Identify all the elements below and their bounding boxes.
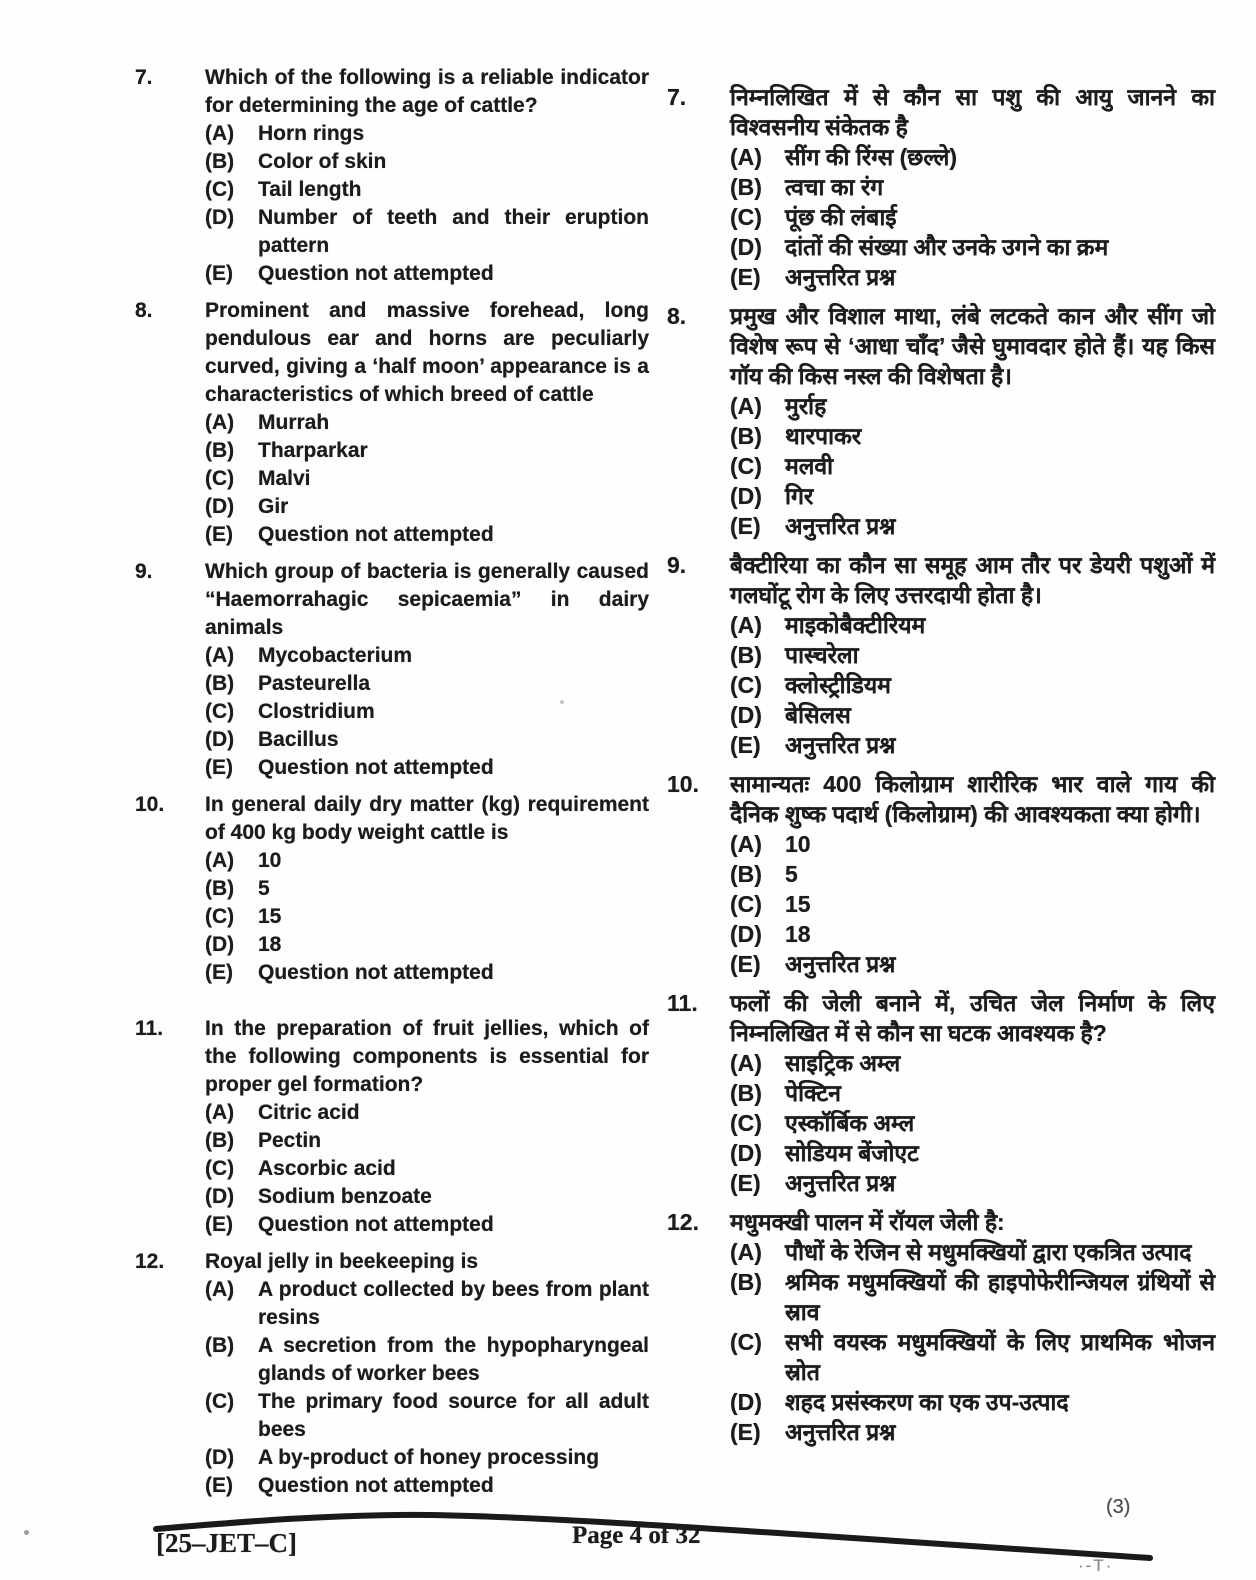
option-text: 5 bbox=[785, 861, 798, 887]
question bbox=[667, 82, 1215, 292]
option-letter: (A) bbox=[205, 849, 235, 872]
option-row bbox=[205, 1183, 649, 1211]
option-text: Sodium benzoate bbox=[258, 1185, 432, 1208]
option-letter: (E) bbox=[730, 951, 761, 977]
option-row bbox=[730, 1138, 1215, 1168]
option-text: थारपाकर bbox=[785, 423, 862, 449]
paper-code: [25–JET–C] bbox=[156, 1528, 297, 1558]
question-text: Which group of bacteria is generally caused “Haemorrahagic sepicaemia” in dairy animals bbox=[205, 560, 649, 639]
question-number: 8. bbox=[135, 299, 153, 322]
question-body bbox=[730, 301, 1215, 541]
options bbox=[205, 642, 649, 782]
question bbox=[135, 558, 649, 782]
option-row bbox=[730, 889, 1215, 919]
question-text: सामान्यतः 400 किलोग्राम शारीरिक भार वाले गाय की दैनिक शुष्क पदार्थ (किलोग्राम) की आवश्यकता क्या होगी। bbox=[730, 771, 1215, 827]
option-text: Clostridium bbox=[258, 700, 375, 723]
question-text: फलों की जेली बनाने में, उचित जेल निर्माण के लिए निम्नलिखित में से कौन सा घटक आवश्यक है? bbox=[730, 990, 1215, 1046]
option-text: Pectin bbox=[258, 1129, 322, 1152]
question bbox=[135, 64, 649, 288]
option-row bbox=[730, 1417, 1215, 1447]
option-letter: (A) bbox=[730, 831, 762, 857]
question-body bbox=[205, 297, 649, 549]
option-letter: (D) bbox=[205, 933, 235, 956]
options bbox=[205, 847, 649, 987]
question-number: 8. bbox=[667, 303, 687, 329]
option-letter: (B) bbox=[730, 642, 762, 668]
question-number: 10. bbox=[667, 771, 699, 797]
option-letter: (B) bbox=[205, 1129, 235, 1152]
option-letter: (C) bbox=[730, 1110, 762, 1136]
question bbox=[667, 301, 1215, 541]
option-letter: (B) bbox=[205, 1334, 235, 1357]
option-row bbox=[205, 959, 649, 987]
option-row bbox=[730, 610, 1215, 640]
option-row bbox=[205, 754, 649, 782]
option-row bbox=[205, 1332, 649, 1388]
option-letter: (B) bbox=[730, 861, 762, 887]
option-letter: (B) bbox=[730, 174, 762, 200]
option-row bbox=[730, 142, 1215, 172]
option-text: A product collected by bees from plant resins bbox=[258, 1278, 649, 1329]
option-row bbox=[730, 172, 1215, 202]
option-row bbox=[205, 1388, 649, 1444]
option-row bbox=[205, 1155, 649, 1183]
corner-mark: (3) bbox=[1106, 1496, 1131, 1518]
option-row bbox=[205, 875, 649, 903]
question-number: 9. bbox=[135, 560, 153, 583]
option-text: Malvi bbox=[258, 467, 311, 490]
question-text: बैक्टीरिया का कौन सा समूह आम तौर पर डेयरी पशुओं में गलघोंटू रोग के लिए उत्तरदायी होता है। bbox=[730, 552, 1215, 608]
option-letter: (D) bbox=[205, 728, 235, 751]
option-letter: (D) bbox=[730, 483, 762, 509]
question-body bbox=[205, 1015, 649, 1239]
options bbox=[730, 1048, 1215, 1198]
question bbox=[135, 1015, 649, 1239]
option-letter: (E) bbox=[730, 1170, 761, 1196]
question-text: In general daily dry matter (kg) requirement of 400 kg body weight cattle is bbox=[205, 793, 649, 844]
scan-speck bbox=[24, 1530, 29, 1535]
option-row bbox=[730, 859, 1215, 889]
option-letter: (E) bbox=[205, 262, 233, 285]
option-text: 18 bbox=[258, 933, 282, 956]
option-text: Question not attempted bbox=[258, 1213, 494, 1236]
option-text: अनुत्तरित प्रश्न bbox=[785, 264, 896, 290]
option-text: अनुत्तरित प्रश्न bbox=[785, 1170, 896, 1196]
option-text: 10 bbox=[785, 831, 811, 857]
option-row bbox=[730, 1048, 1215, 1078]
question-number: 7. bbox=[667, 84, 687, 110]
option-row bbox=[205, 1276, 649, 1332]
options bbox=[205, 409, 649, 549]
option-letter: (C) bbox=[205, 1390, 235, 1413]
option-text: A by-product of honey processing bbox=[258, 1446, 600, 1469]
stray-scan-mark: ·-T· bbox=[1078, 1556, 1114, 1575]
option-text: श्रमिक मधुमक्खियों की हाइपोफेरीन्जियल ग्रंथियों से स्राव bbox=[785, 1269, 1215, 1325]
option-row bbox=[205, 931, 649, 959]
option-row bbox=[730, 391, 1215, 421]
question-body bbox=[730, 82, 1215, 292]
option-letter: (C) bbox=[205, 700, 235, 723]
option-row bbox=[730, 511, 1215, 541]
option-text: अनुत्तरित प्रश्न bbox=[785, 951, 896, 977]
option-text: बेसिलस bbox=[785, 702, 851, 728]
option-letter: (D) bbox=[730, 1140, 762, 1166]
option-letter: (B) bbox=[730, 423, 762, 449]
option-row bbox=[730, 421, 1215, 451]
question-body bbox=[205, 64, 649, 288]
options bbox=[730, 829, 1215, 979]
option-letter: (B) bbox=[205, 877, 235, 900]
page-number: Page 4 of 32 bbox=[572, 1522, 701, 1549]
option-letter: (C) bbox=[205, 905, 235, 928]
option-letter: (D) bbox=[205, 206, 235, 229]
option-letter: (C) bbox=[730, 672, 762, 698]
option-text: एस्कॉर्बिक अम्ल bbox=[785, 1110, 915, 1136]
question bbox=[135, 791, 649, 987]
option-row bbox=[205, 409, 649, 437]
option-row bbox=[730, 1168, 1215, 1198]
option-text: क्लोस्ट्रीडियम bbox=[785, 672, 891, 698]
option-text: Bacillus bbox=[258, 728, 339, 751]
option-text: पूंछ की लंबाई bbox=[785, 204, 897, 230]
option-text: Ascorbic acid bbox=[258, 1157, 396, 1180]
option-letter: (B) bbox=[205, 150, 235, 173]
options bbox=[730, 610, 1215, 760]
option-row bbox=[730, 1327, 1215, 1387]
option-letter: (C) bbox=[730, 891, 762, 917]
option-text: पास्चरेला bbox=[785, 642, 859, 668]
question bbox=[667, 988, 1215, 1198]
option-row bbox=[730, 700, 1215, 730]
option-text: Question not attempted bbox=[258, 523, 494, 546]
option-text: The primary food source for all adult bees bbox=[258, 1390, 649, 1441]
option-row bbox=[205, 847, 649, 875]
question bbox=[667, 550, 1215, 760]
option-row bbox=[730, 262, 1215, 292]
option-row bbox=[730, 1078, 1215, 1108]
option-letter: (E) bbox=[205, 1213, 233, 1236]
option-row bbox=[730, 202, 1215, 232]
option-row bbox=[730, 1387, 1215, 1417]
option-row bbox=[205, 176, 649, 204]
option-letter: (C) bbox=[205, 1157, 235, 1180]
hindi-questions-column bbox=[667, 82, 1215, 1456]
option-text: Citric acid bbox=[258, 1101, 360, 1124]
option-letter: (D) bbox=[205, 495, 235, 518]
option-row bbox=[205, 1211, 649, 1239]
option-text: 5 bbox=[258, 877, 270, 900]
question-body bbox=[205, 1248, 649, 1500]
option-letter: (A) bbox=[205, 1101, 235, 1124]
option-row bbox=[730, 919, 1215, 949]
question bbox=[135, 1248, 649, 1500]
question-number: 10. bbox=[135, 793, 165, 816]
option-text: Tail length bbox=[258, 178, 362, 201]
question-number: 11. bbox=[135, 1017, 164, 1040]
option-letter: (E) bbox=[730, 513, 761, 539]
option-row bbox=[205, 698, 649, 726]
option-text: Horn rings bbox=[258, 122, 365, 145]
option-letter: (A) bbox=[730, 1239, 762, 1265]
option-letter: (B) bbox=[205, 439, 235, 462]
option-text: सभी वयस्क मधुमक्खियों के लिए प्राथमिक भोजन स्रोत bbox=[785, 1329, 1215, 1385]
option-text: Tharparkar bbox=[258, 439, 368, 462]
option-letter: (C) bbox=[730, 1329, 762, 1355]
option-letter: (C) bbox=[730, 453, 762, 479]
option-row bbox=[730, 481, 1215, 511]
options bbox=[205, 1276, 649, 1500]
option-text: Question not attempted bbox=[258, 262, 494, 285]
option-letter: (B) bbox=[730, 1080, 762, 1106]
option-letter: (D) bbox=[205, 1446, 235, 1469]
question-number: 12. bbox=[667, 1209, 699, 1235]
option-letter: (A) bbox=[730, 144, 762, 170]
option-row bbox=[730, 1108, 1215, 1138]
option-row bbox=[205, 437, 649, 465]
question bbox=[667, 1207, 1215, 1447]
option-text: 10 bbox=[258, 849, 282, 872]
option-row bbox=[205, 1127, 649, 1155]
option-row bbox=[205, 726, 649, 754]
question-body bbox=[730, 550, 1215, 760]
option-text: पौधों के रेजिन से मधुमक्खियों द्वारा एकत्रित उत्पाद bbox=[785, 1239, 1192, 1265]
scan-speck bbox=[560, 700, 564, 704]
question-number: 7. bbox=[135, 66, 153, 89]
option-text: गिर bbox=[785, 483, 814, 509]
option-text: Gir bbox=[258, 495, 289, 518]
option-text: मलवी bbox=[785, 453, 834, 479]
option-letter: (E) bbox=[730, 1419, 761, 1445]
option-text: 15 bbox=[258, 905, 282, 928]
question-text: Prominent and massive forehead, long pendulous ear and horns are peculiarly curved, giving a ‘half moon’ appearance is a characteristics of which breed of cattle bbox=[205, 299, 649, 406]
option-row bbox=[205, 521, 649, 549]
option-row bbox=[730, 949, 1215, 979]
option-text: 15 bbox=[785, 891, 811, 917]
option-text: अनुत्तरित प्रश्न bbox=[785, 1419, 896, 1445]
option-letter: (D) bbox=[730, 702, 762, 728]
option-letter: (A) bbox=[205, 411, 235, 434]
option-text: Question not attempted bbox=[258, 756, 494, 779]
question-text: निम्नलिखित में से कौन सा पशु की आयु जानने का विश्वसनीय संकेतक है bbox=[730, 84, 1215, 140]
option-letter: (A) bbox=[205, 644, 235, 667]
option-letter: (A) bbox=[730, 612, 762, 638]
option-letter: (C) bbox=[730, 204, 762, 230]
option-text: 18 bbox=[785, 921, 811, 947]
option-letter: (E) bbox=[205, 523, 233, 546]
option-text: सींग की रिंग्स (छल्ले) bbox=[785, 144, 958, 170]
option-text: Mycobacterium bbox=[258, 644, 413, 667]
option-row bbox=[205, 903, 649, 931]
option-text: अनुत्तरित प्रश्न bbox=[785, 513, 896, 539]
option-letter: (A) bbox=[730, 1050, 762, 1076]
question-body bbox=[730, 769, 1215, 979]
question bbox=[667, 769, 1215, 979]
option-row bbox=[730, 1237, 1215, 1267]
option-letter: (D) bbox=[730, 921, 762, 947]
option-letter: (A) bbox=[730, 393, 762, 419]
options bbox=[730, 142, 1215, 292]
option-letter: (D) bbox=[205, 1185, 235, 1208]
option-text: Color of skin bbox=[258, 150, 387, 173]
question-text: प्रमुख और विशाल माथा, लंबे लटकते कान और सींग जो विशेष रूप से ‘आधा चाँद’ जैसे घुमावदार होते हैं। यह किस गॉय की किस नस्ल की विशेषता है। bbox=[730, 303, 1215, 389]
option-row bbox=[205, 670, 649, 698]
option-letter: (D) bbox=[730, 1389, 762, 1415]
option-row bbox=[205, 642, 649, 670]
option-letter: (E) bbox=[205, 961, 233, 984]
option-text: Number of teeth and their eruption pattern bbox=[258, 206, 649, 257]
option-text: Murrah bbox=[258, 411, 330, 434]
option-text: Pasteurella bbox=[258, 672, 371, 695]
options bbox=[730, 391, 1215, 541]
question-number: 9. bbox=[667, 552, 687, 578]
question-body bbox=[730, 988, 1215, 1198]
option-letter: (C) bbox=[205, 178, 235, 201]
options bbox=[205, 1099, 649, 1239]
english-questions-column bbox=[135, 64, 649, 1509]
option-text: शहद प्रसंस्करण का एक उप-उत्पाद bbox=[785, 1389, 1069, 1415]
question-body bbox=[205, 558, 649, 782]
option-letter: (A) bbox=[205, 122, 235, 145]
question-text: In the preparation of fruit jellies, which of the following components is essential for proper gel formation? bbox=[205, 1017, 649, 1096]
option-letter: (E) bbox=[205, 1474, 233, 1497]
option-letter: (E) bbox=[730, 732, 761, 758]
question-text: मधुमक्खी पालन में रॉयल जेली है: bbox=[730, 1209, 1005, 1235]
question-body bbox=[730, 1207, 1215, 1447]
option-text: Question not attempted bbox=[258, 961, 494, 984]
option-row bbox=[730, 829, 1215, 859]
option-text: A secretion from the hypopharyngeal glands of worker bees bbox=[258, 1334, 649, 1385]
option-text: मुर्राह bbox=[785, 393, 827, 419]
option-text: माइकोबैक्टीरियम bbox=[785, 612, 926, 638]
option-row bbox=[730, 451, 1215, 481]
option-row bbox=[730, 670, 1215, 700]
option-letter: (B) bbox=[730, 1269, 762, 1295]
option-text: पेक्टिन bbox=[785, 1080, 841, 1106]
option-row bbox=[730, 730, 1215, 760]
option-row bbox=[730, 640, 1215, 670]
question-body bbox=[205, 791, 649, 987]
question-number: 11. bbox=[667, 990, 698, 1016]
question-text: Which of the following is a reliable indicator for determining the age of cattle? bbox=[205, 66, 649, 117]
option-letter: (C) bbox=[205, 467, 235, 490]
option-letter: (D) bbox=[730, 234, 762, 260]
option-row bbox=[205, 120, 649, 148]
option-letter: (E) bbox=[205, 756, 233, 779]
option-row bbox=[205, 1444, 649, 1472]
option-text: अनुत्तरित प्रश्न bbox=[785, 732, 896, 758]
options bbox=[205, 120, 649, 288]
option-row bbox=[205, 465, 649, 493]
option-letter: (B) bbox=[205, 672, 235, 695]
option-row bbox=[205, 1099, 649, 1127]
option-row bbox=[205, 148, 649, 176]
option-text: दांतों की संख्या और उनके उगने का क्रम bbox=[785, 234, 1109, 260]
question bbox=[135, 297, 649, 549]
option-text: सोडियम बेंजोएट bbox=[785, 1140, 919, 1166]
question-text: Royal jelly in beekeeping is bbox=[205, 1250, 479, 1273]
question-number: 12. bbox=[135, 1250, 165, 1273]
option-text: Question not attempted bbox=[258, 1474, 494, 1497]
option-text: त्वचा का रंग bbox=[785, 174, 884, 200]
option-letter: (A) bbox=[205, 1278, 235, 1301]
options bbox=[730, 1237, 1215, 1447]
option-text: साइट्रिक अम्ल bbox=[785, 1050, 901, 1076]
option-row bbox=[205, 493, 649, 521]
option-row bbox=[205, 204, 649, 260]
option-row bbox=[205, 260, 649, 288]
option-row bbox=[730, 232, 1215, 262]
option-row bbox=[730, 1267, 1215, 1327]
option-letter: (E) bbox=[730, 264, 761, 290]
